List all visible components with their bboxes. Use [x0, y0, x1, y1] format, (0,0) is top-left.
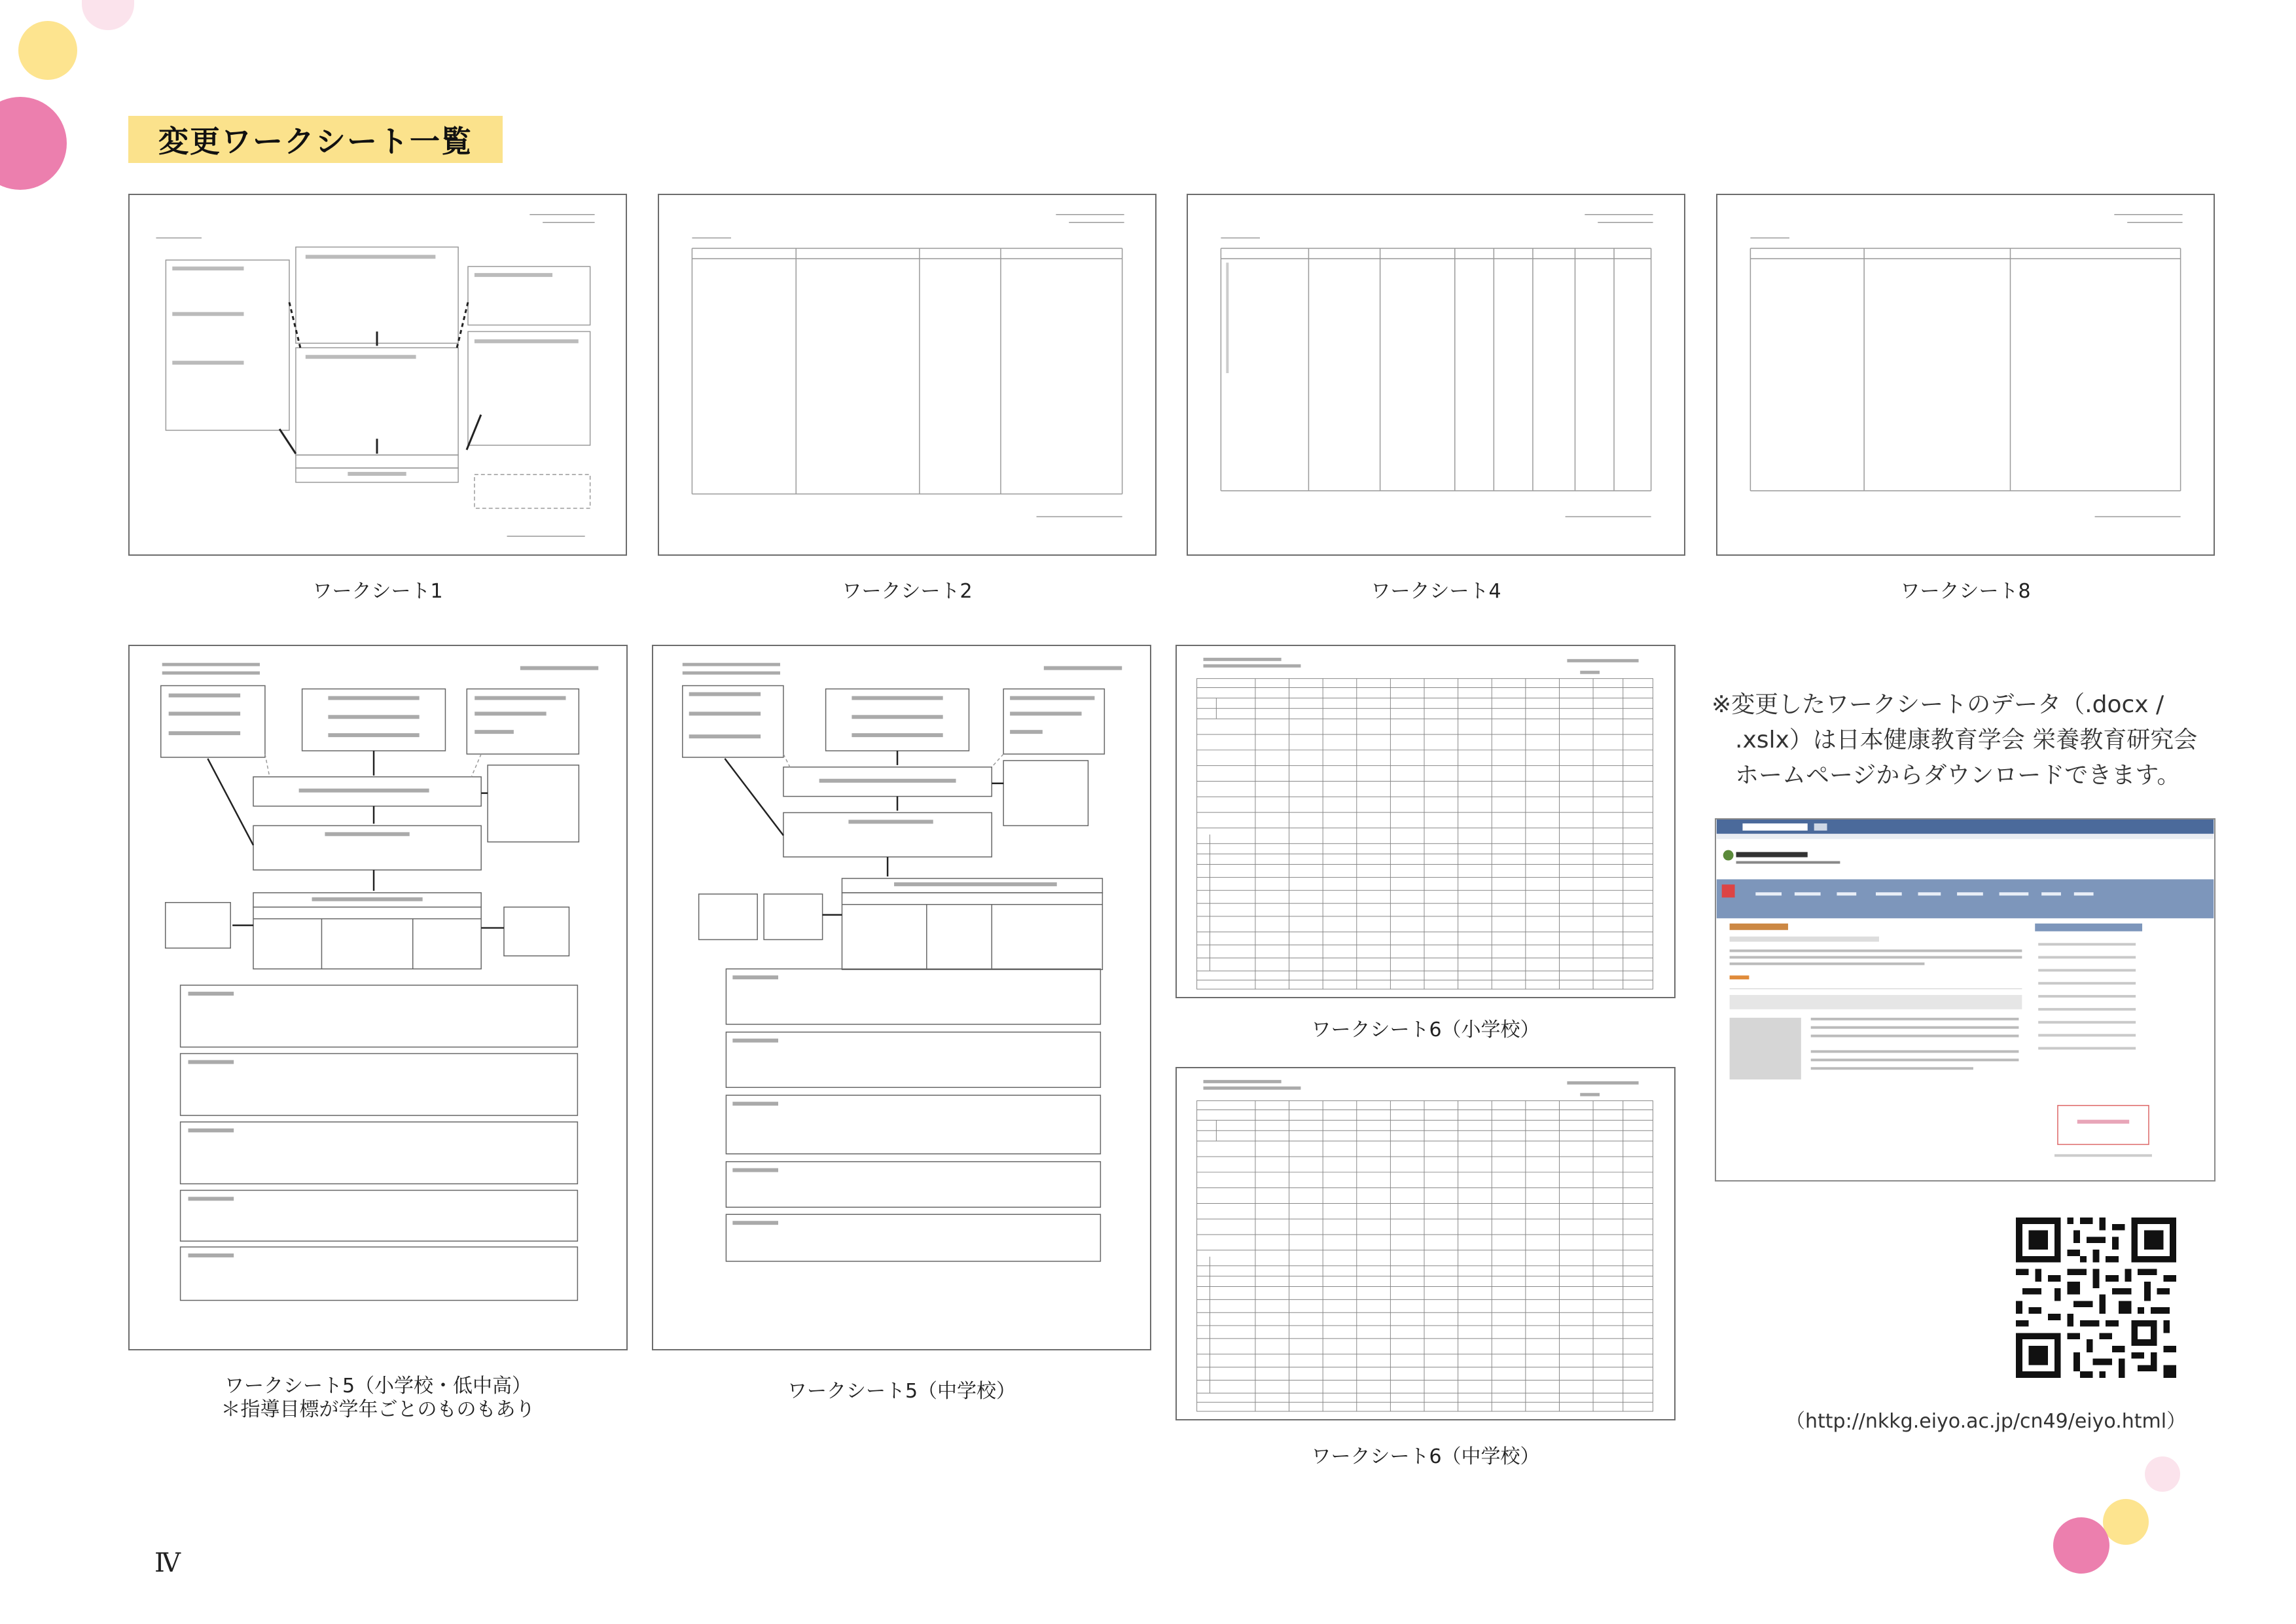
worksheet-6-junior-high-drawing — [1177, 1068, 1674, 1419]
worksheet-6-elementary-drawing — [1177, 646, 1674, 997]
decor-dot-pink-top — [0, 97, 67, 190]
worksheet-5-junior-high-thumbnail — [652, 645, 1151, 1350]
caption-worksheet-8: ワークシート8 — [1900, 580, 2031, 603]
download-note-line2: .xslx）は日本健康教育学会 栄養教育研究会 — [1712, 727, 2198, 753]
caption-worksheet-5-junior-high: ワークシート5（中学校） — [787, 1380, 1016, 1403]
caption-worksheet-4: ワークシート4 — [1371, 580, 1501, 603]
website-screenshot — [1715, 818, 2215, 1182]
worksheet-2-thumbnail — [658, 194, 1157, 556]
caption-worksheet-2: ワークシート2 — [842, 580, 973, 603]
website-screenshot-drawing — [1716, 820, 2214, 1180]
worksheet-8-thumbnail — [1716, 194, 2215, 556]
decor-dot-light-pink-bottom — [2145, 1456, 2180, 1492]
download-note-line3: ホームページからダウンロードできます。 — [1712, 762, 2181, 789]
caption-worksheet-5-elementary — [128, 1375, 628, 1422]
worksheet-6-elementary-thumbnail — [1175, 645, 1676, 998]
page-title: 変更ワークシート一覧 — [158, 124, 473, 159]
decor-dot-yellow-bottom — [2103, 1499, 2149, 1545]
page-title-band — [128, 116, 503, 163]
decor-dot-light-pink-top — [82, 0, 134, 30]
worksheet-5-elementary-drawing — [130, 646, 626, 1349]
qr-code-icon — [2016, 1218, 2176, 1378]
caption-worksheet-1: ワークシート1 — [312, 580, 443, 603]
worksheet-4-drawing — [1188, 195, 1684, 554]
download-note-line1: ※変更したワークシートのデータ（.docx / — [1712, 691, 2164, 718]
website-url[interactable]: （http://nkkg.eiyo.ac.jp/cn49/eiyo.html） — [1785, 1410, 2187, 1433]
decor-dot-yellow-top — [18, 21, 77, 80]
caption-worksheet-5-elementary-line1: ワークシート5（小学校・低中高） — [224, 1375, 532, 1398]
caption-worksheet-6-elementary: ワークシート6（小学校） — [1311, 1019, 1540, 1041]
caption-worksheet-6-junior-high: ワークシート6（中学校） — [1311, 1445, 1540, 1468]
page-number: Ⅳ — [154, 1548, 181, 1578]
worksheet-6-junior-high-thumbnail — [1175, 1067, 1676, 1420]
download-note — [1712, 687, 2235, 793]
worksheet-5-junior-high-drawing — [653, 646, 1150, 1349]
caption-worksheet-5-elementary-line2: ＊指導目標が学年ごとのものもあり — [221, 1398, 535, 1421]
worksheet-8-drawing — [1717, 195, 2214, 554]
worksheet-1-thumbnail — [128, 194, 627, 556]
decor-dot-pink-bottom — [2053, 1517, 2109, 1574]
worksheet-4-thumbnail — [1187, 194, 1685, 556]
worksheet-2-drawing — [659, 195, 1155, 554]
worksheet-1-drawing — [130, 195, 626, 554]
worksheet-5-elementary-thumbnail — [128, 645, 628, 1350]
